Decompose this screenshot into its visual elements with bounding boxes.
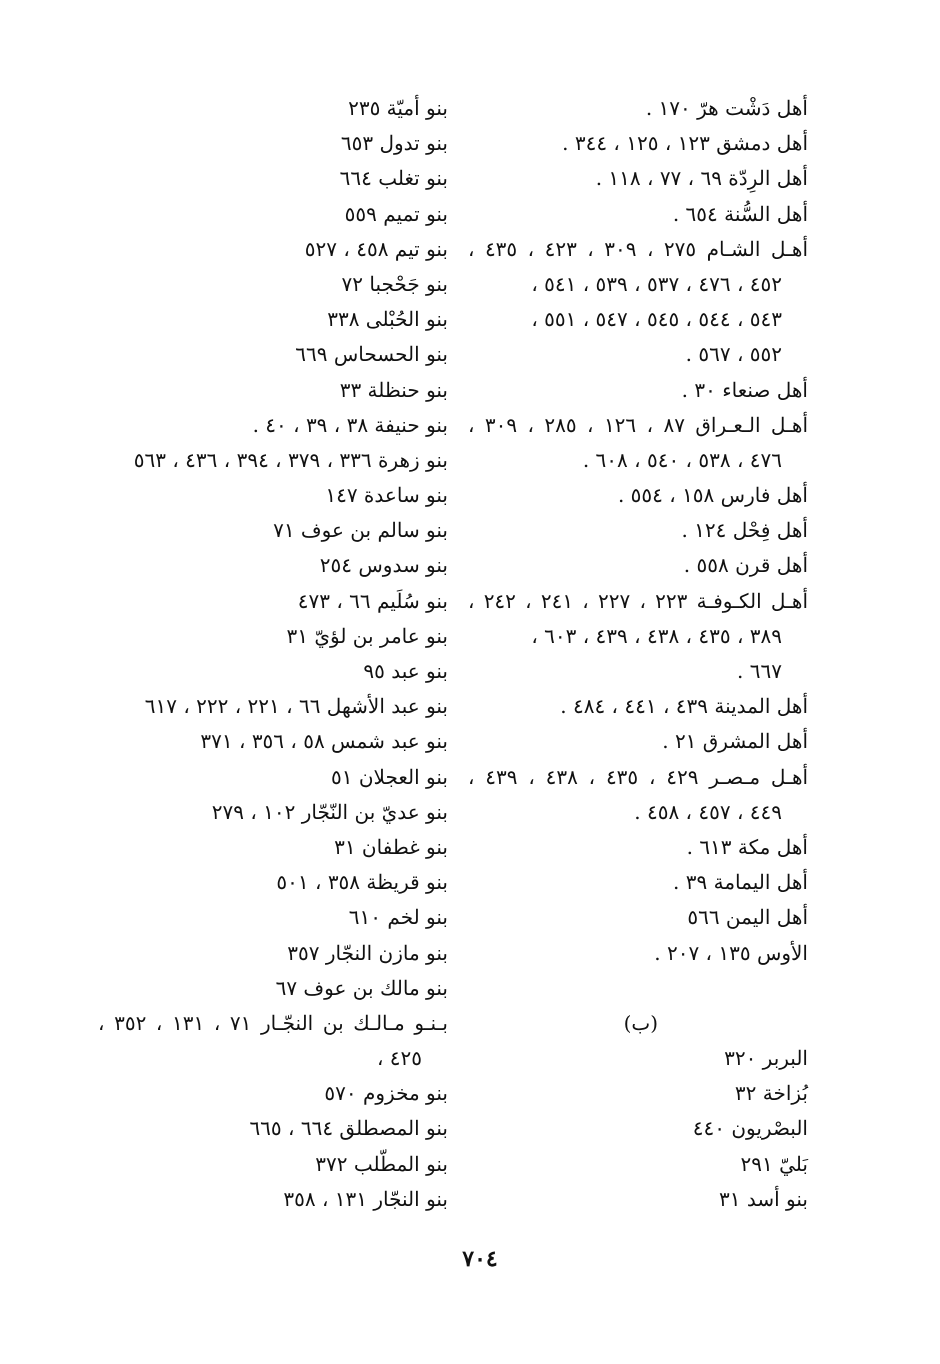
index-entry: أهل اليمامة ٣٩ . xyxy=(673,870,808,895)
section-spacer xyxy=(468,971,808,1006)
index-entry: بنو زهرة ٣٣٦ ، ٣٧٩ ، ٣٩٤ ، ٤٣٦ ، ٥٦٣ xyxy=(133,447,448,472)
index-entry-continuation: ٤٥٢ ، ٤٧٦ ، ٥٣٧ ، ٥٣٩ ، ٥٤١ ، xyxy=(531,271,782,296)
index-entry: بنو ساعدة ١٤٧ xyxy=(325,483,448,508)
index-entry: أهل صنعاء ٣٠ . xyxy=(681,377,808,402)
index-entry: أهل فِحْل ١٢٤ . xyxy=(681,518,808,543)
index-entry: بنو عبد ٩٥ xyxy=(363,659,448,683)
index-entry: بنو جَحْجبا ٧٢ xyxy=(341,271,448,296)
index-entry: بنو الحسحاس ٦٦٩ xyxy=(295,342,448,367)
index-entry: بنو عديّ بن النّجّار ١٠٢ ، ٢٧٩ xyxy=(211,799,448,824)
index-entry: بنو العجلان ٥١ xyxy=(331,764,448,789)
section-heading-ba: (ب) xyxy=(623,1010,658,1035)
index-entry: بُزاخة ٣٢ xyxy=(734,1081,808,1106)
index-entry: بنو مازن النجّار ٣٥٧ xyxy=(287,940,448,965)
index-entry: بَليّ ٢٩١ xyxy=(740,1151,808,1176)
index-entry: أهل مكة ٦١٣ . xyxy=(686,834,808,859)
index-entry-continuation: ٣٨٩ ، ٤٣٥ ، ٤٣٨ ، ٤٣٩ ، ٦٠٣ ، xyxy=(531,623,782,648)
index-entry: أهل المشرق ٢١ . xyxy=(662,729,808,754)
index-entry: أهل السُّنة ٦٥٤ . xyxy=(672,201,808,226)
index-entry: بنو أسد ٣١ xyxy=(719,1186,808,1211)
index-entry: بنو سدوس ٢٥٤ xyxy=(319,553,448,578)
index-entry: بنو مخزوم ٥٧٠ xyxy=(324,1081,448,1106)
index-entry: بنو سالم بن عوف ٧١ xyxy=(273,518,448,543)
index-column-left xyxy=(98,91,448,1217)
index-entry: بنو عامر بن لؤيّ ٣١ xyxy=(286,623,448,648)
index-entry: بنو غطفان ٣١ xyxy=(334,834,448,859)
index-entry: البصْريون ٤٤٠ xyxy=(692,1116,808,1141)
index-entry: أهل قرن ٥٥٨ . xyxy=(683,553,808,578)
index-entry: بـنـو مـالـك بن النجّـار ٧١ ، ١٣١ ، ٣٥٢ ، xyxy=(98,1010,448,1035)
index-entry: بنو تغلب ٦٦٤ xyxy=(339,166,448,191)
index-entry: أهل فارس ١٥٨ ، ٥٥٤ . xyxy=(617,483,808,508)
index-entry-continuation: ٥٤٣ ، ٥٤٤ ، ٥٤٥ ، ٥٤٧ ، ٥٥١ ، xyxy=(531,307,782,332)
index-entry: بنو عبد شمس ٥٨ ، ٣٥٦ ، ٣٧١ xyxy=(200,729,448,754)
index-entry: أهل اليمن ٥٦٦ xyxy=(687,905,808,930)
index-entry: البربر ٣٢٠ xyxy=(724,1046,808,1071)
index-entry: بنو عبد الأشهل ٦٦ ، ٢٢١ ، ٢٢٢ ، ٦١٧ xyxy=(144,694,448,719)
index-entry: أهـل الشـام ٢٧٥ ، ٣٠٩ ، ٤٢٣ ، ٤٣٥ ، xyxy=(468,236,809,261)
index-entry: بنو مالك بن عوف ٦٧ xyxy=(275,975,448,1000)
index-entry: أهـل الـعـراق ٨٧ ، ١٢٦ ، ٢٨٥ ، ٣٠٩ ، xyxy=(468,412,809,437)
index-entry-continuation: ٦٦٧ . xyxy=(737,659,782,683)
index-entry: أهل دمشق ١٢٣ ، ١٢٥ ، ٣٤٤ . xyxy=(562,131,808,156)
index-entry: بنو لخم ٦١٠ xyxy=(348,905,448,930)
index-entry-continuation: ٤٧٦ ، ٥٣٨ ، ٥٤٠ ، ٦٠٨ . xyxy=(582,447,782,472)
index-entry: بنو تدول ٦٥٣ xyxy=(340,131,448,156)
index-entry: بنو حنيفة ٣٨ ، ٣٩ ، ٤٠ . xyxy=(252,412,448,437)
index-entry: بنو المطّلب ٣٧٢ xyxy=(315,1151,448,1176)
index-entry: أهل المدينة ٤٣٩ ، ٤٤١ ، ٤٨٤ . xyxy=(560,694,808,719)
index-entry: الأوس ١٣٥ ، ٢٠٧ . xyxy=(654,940,808,965)
page-number: ٧٠٤ xyxy=(462,1246,498,1272)
index-column-right xyxy=(468,91,808,1217)
index-entry: بنو سُلَيم ٦٦ ، ٤٧٣ xyxy=(297,588,448,613)
index-entry: بنو النجّار ١٣١ ، ٣٥٨ xyxy=(283,1186,448,1211)
index-entry: أهـل الكـوفـة ٢٢٣ ، ٢٢٧ ، ٢٤١ ، ٢٤٢ ، xyxy=(468,588,808,613)
index-entry-continuation: ٤٢٥ ، xyxy=(376,1046,422,1071)
index-entry: بنو تميم ٥٥٩ xyxy=(344,201,448,226)
index-entry: أهل دَشْت هرّ ١٧٠ . xyxy=(645,96,808,120)
index-entry: بنو تيم ٤٥٨ ، ٥٢٧ xyxy=(304,236,448,261)
index-entry: أهل الرِدّة ٦٩ ، ٧٧ ، ١١٨ . xyxy=(595,166,808,191)
index-entry: بنو قريظة ٣٥٨ ، ٥٠١ xyxy=(276,870,448,895)
index-entry: بنو حنظلة ٣٣ xyxy=(339,377,448,402)
index-entry-continuation: ٥٥٢ ، ٥٦٧ . xyxy=(685,342,782,367)
index-entry: بنو الحُبْلى ٣٣٨ xyxy=(327,307,448,332)
index-entry: أهـل مـصـر ٤٢٩ ، ٤٣٥ ، ٤٣٨ ، ٤٣٩ ، xyxy=(468,764,809,789)
index-entry: بنو المصطلق ٦٦٤ ، ٦٦٥ xyxy=(249,1116,448,1141)
index-entry: بنو أميّة ٢٣٥ xyxy=(348,96,448,120)
index-entry-continuation: ٤٤٩ ، ٤٥٧ ، ٤٥٨ . xyxy=(634,799,782,824)
